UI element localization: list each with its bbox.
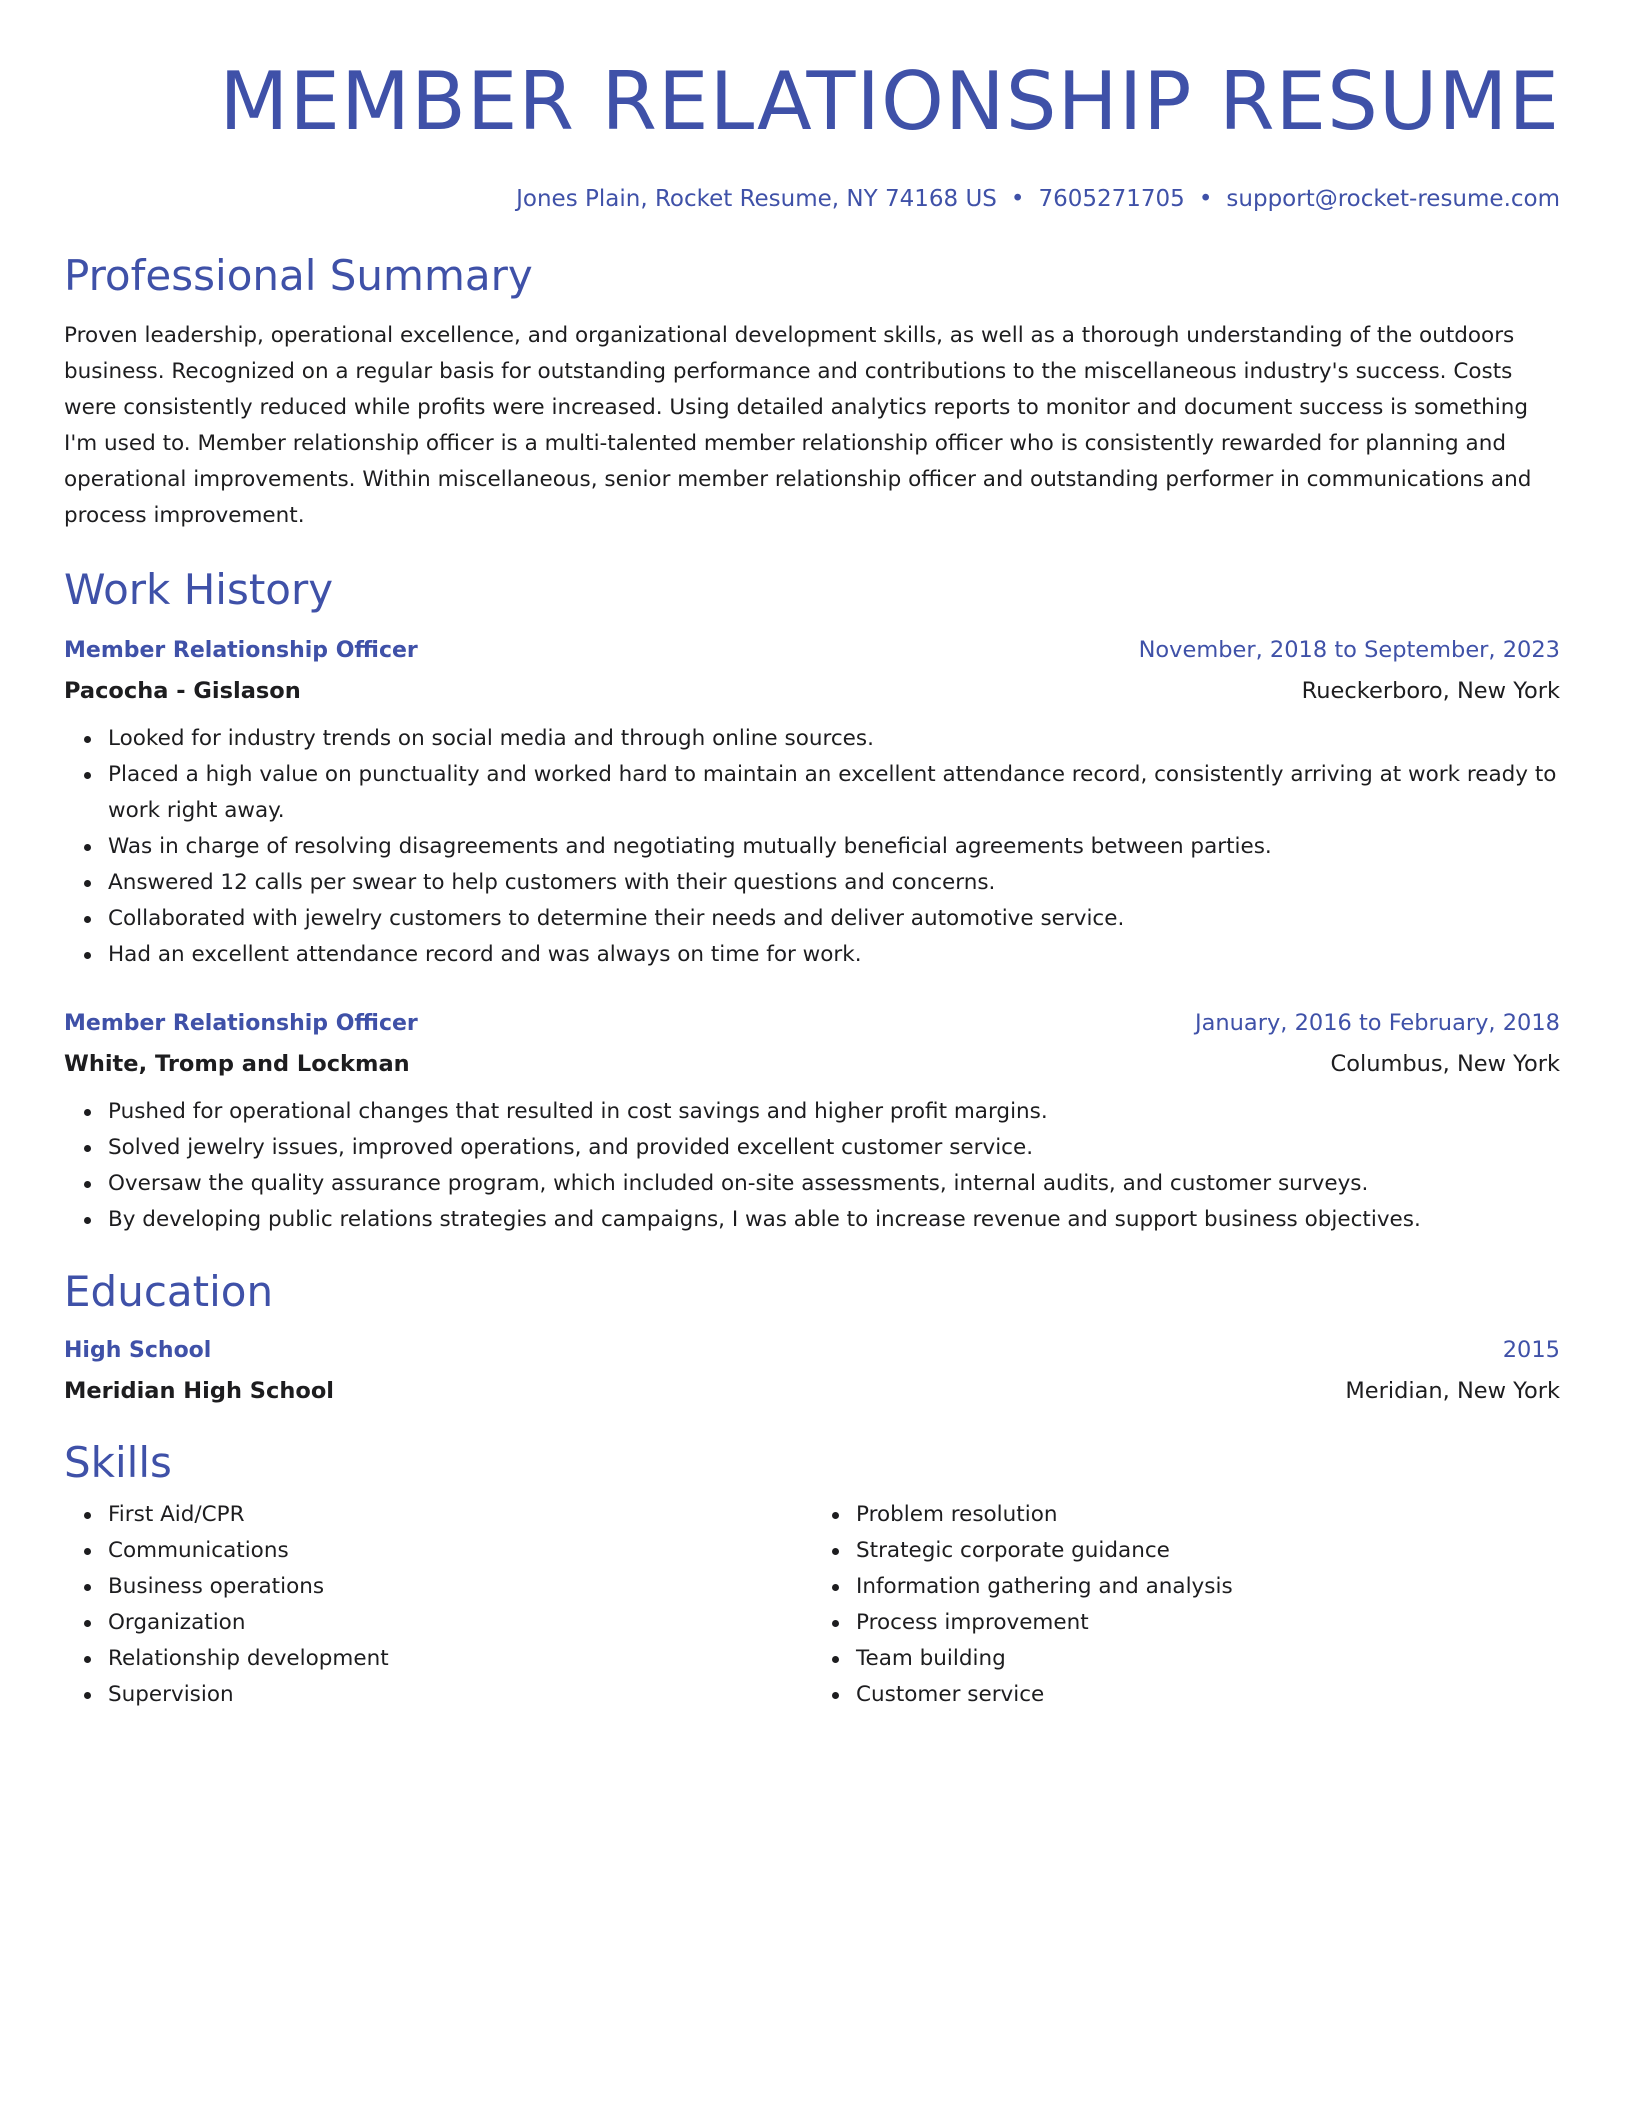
job-header-row: [64, 630, 1560, 671]
contact-line: [64, 184, 1560, 214]
job-role: Member Relationship Officer: [64, 638, 418, 663]
job-entry: [64, 1003, 1560, 1238]
job-company: White, Tromp and Lockman: [64, 1051, 410, 1077]
skill-item: Problem resolution: [856, 1497, 1560, 1533]
skill-item: Process improvement: [856, 1605, 1560, 1641]
skills-columns: [64, 1497, 1560, 1713]
job-bullet-list: [64, 1094, 1560, 1238]
skill-item: Supervision: [108, 1677, 812, 1713]
job-location: Rueckerboro, New York: [1301, 678, 1560, 704]
summary-text: Proven leadership, operational excellence, and organizational development skills, as well as a thorough understanding of the outdoors business. Recognized on a regular basis for outstanding performance and contributions to the miscellaneous industry's success. Costs were consistently reduced while profits were increased. Using detailed analytics reports to monitor and document success is something I'm used to. Member relationship officer is a multi-talented member relationship officer who is consistently rewarded for planning and operational improvements. Within miscellaneous, senior member relationship officer and outstanding performer in communications and process improvement.: [64, 323, 1532, 528]
contact-phone: 7605271705: [1038, 186, 1185, 212]
contact-email: support@rocket-resume.com: [1226, 186, 1560, 212]
skills-list-right: [812, 1497, 1560, 1713]
skills-list-left: [64, 1497, 812, 1713]
skill-item: Information gathering and analysis: [856, 1569, 1560, 1605]
skill-item: First Aid/CPR: [108, 1497, 812, 1533]
section-title-education: Education: [64, 1267, 274, 1316]
section-title-skills: Skills: [64, 1438, 172, 1487]
job-bullet: Answered 12 calls per swear to help customers with their questions and concerns.: [108, 865, 1560, 901]
job-bullet: Placed a high value on punctuality and worked hard to maintain an excellent attendance record, consistently arriving at work ready to work right away.: [108, 757, 1560, 829]
education-location: Meridian, New York: [1345, 1378, 1560, 1404]
skill-item: Organization: [108, 1605, 812, 1641]
job-bullet: Oversaw the quality assurance program, which included on-site assessments, internal audits, and customer surveys.: [108, 1166, 1560, 1202]
job-company-row: [64, 1044, 1560, 1084]
contact-separator: •: [1198, 186, 1213, 212]
section-title-work-history: Work History: [64, 565, 334, 614]
job-header-row: [64, 1003, 1560, 1044]
job-bullet: Collaborated with jewelry customers to determine their needs and deliver automotive service.: [108, 901, 1560, 937]
job-company-row: [64, 671, 1560, 711]
job-bullet: Was in charge of resolving disagreements and negotiating mutually beneficial agreements between parties.: [108, 829, 1560, 865]
education-degree: High School: [64, 1338, 212, 1363]
contact-separator: •: [1010, 186, 1025, 212]
skill-item: Strategic corporate guidance: [856, 1533, 1560, 1569]
job-role: Member Relationship Officer: [64, 1011, 418, 1036]
skill-item: Team building: [856, 1641, 1560, 1677]
job-entry: [64, 630, 1560, 973]
education-entry: [64, 1330, 1560, 1411]
education-year: 2015: [1502, 1337, 1560, 1363]
resume-page: [64, 52, 1560, 1713]
section-title-summary: Professional Summary: [64, 251, 533, 300]
job-bullet: By developing public relations strategies and campaigns, I was able to increase revenue and support business objectives.: [108, 1202, 1560, 1238]
job-bullet: Had an excellent attendance record and was always on time for work.: [108, 937, 1560, 973]
job-bullet: Looked for industry trends on social media and through online sources.: [108, 721, 1560, 757]
contact-address: Jones Plain, Rocket Resume, NY 74168 US: [516, 186, 997, 212]
education-school: Meridian High School: [64, 1378, 334, 1404]
skill-item: Communications: [108, 1533, 812, 1569]
skill-item: Customer service: [856, 1677, 1560, 1713]
job-company: Pacocha - Gislason: [64, 678, 301, 704]
education-header-row: [64, 1330, 1560, 1371]
job-bullet-list: [64, 721, 1560, 973]
resume-title: MEMBER RELATIONSHIP RESUME: [219, 55, 1560, 148]
job-bullet: Solved jewelry issues, improved operations, and provided excellent customer service.: [108, 1130, 1560, 1166]
skill-item: Relationship development: [108, 1641, 812, 1677]
job-bullet: Pushed for operational changes that resulted in cost savings and higher profit margins.: [108, 1094, 1560, 1130]
skill-item: Business operations: [108, 1569, 812, 1605]
job-dates: November, 2018 to September, 2023: [1138, 637, 1560, 663]
education-school-row: [64, 1371, 1560, 1411]
job-location: Columbus, New York: [1330, 1051, 1560, 1077]
job-dates: January, 2016 to February, 2018: [1194, 1010, 1560, 1036]
